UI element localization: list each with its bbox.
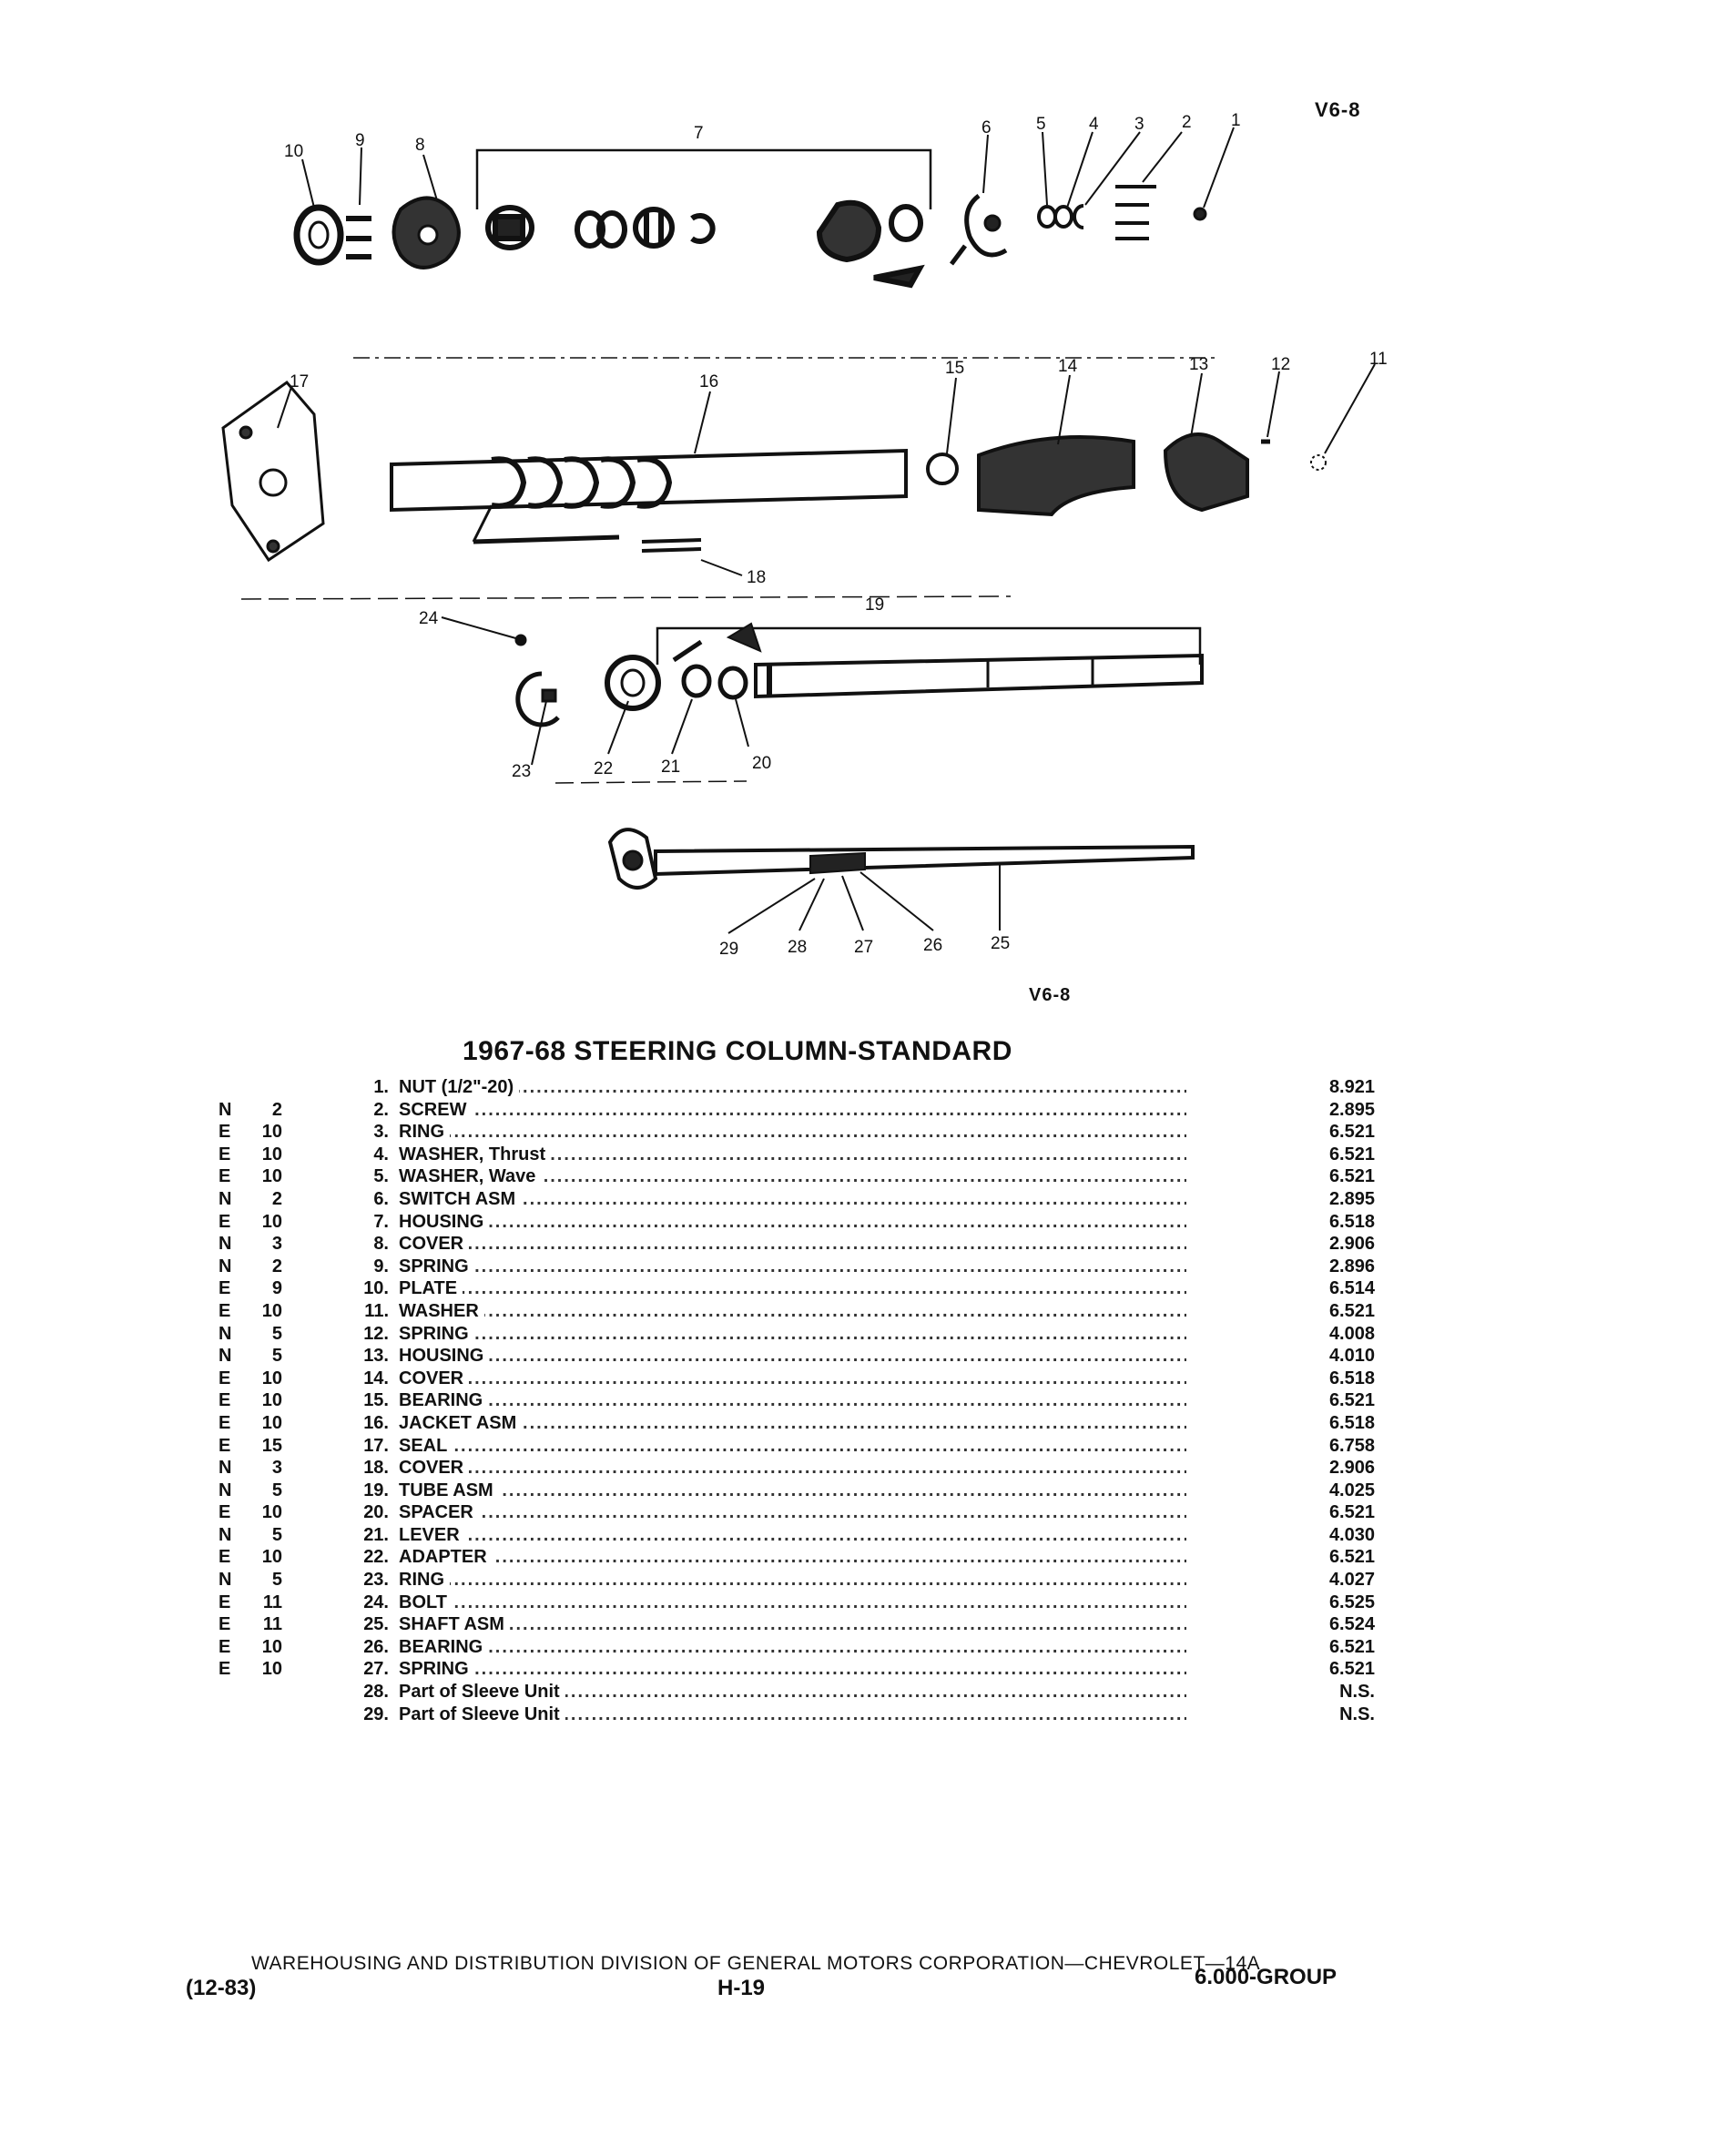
parts-row bbox=[219, 1256, 1375, 1278]
footer-page: H-19 bbox=[717, 1976, 766, 2000]
header-code: V6-8 bbox=[1315, 98, 1361, 121]
callout-9: 9 bbox=[355, 131, 365, 150]
callout-1: 1 bbox=[1231, 111, 1241, 130]
part-name: HOUSING bbox=[399, 1211, 489, 1234]
item-number: 3. bbox=[373, 1122, 389, 1143]
item-number: 6. bbox=[373, 1188, 389, 1209]
part-name: JACKET ASM bbox=[399, 1412, 522, 1435]
group-number: N.S. bbox=[1339, 1682, 1375, 1703]
quantity: 9 bbox=[271, 1278, 282, 1299]
item-number: 18. bbox=[363, 1458, 389, 1479]
leader-dots bbox=[399, 1368, 1186, 1390]
quantity: 5 bbox=[271, 1323, 282, 1344]
quantity: 10 bbox=[261, 1300, 282, 1321]
footer-date: (12-83) bbox=[186, 1976, 257, 2000]
parts-row bbox=[219, 1188, 1375, 1211]
usage-code: N bbox=[219, 1570, 232, 1591]
exploded-diagram bbox=[0, 0, 1719, 1020]
leader-dots bbox=[399, 1211, 1186, 1234]
item-number: 29. bbox=[363, 1703, 389, 1724]
leader-dots bbox=[399, 1613, 1186, 1636]
callout-21: 21 bbox=[661, 758, 681, 777]
quantity: 10 bbox=[261, 1122, 282, 1143]
part-name: SPACER bbox=[399, 1501, 479, 1524]
part-11-washer bbox=[1311, 455, 1326, 470]
item-number: 1. bbox=[373, 1077, 389, 1097]
parts-row bbox=[219, 1099, 1375, 1122]
part-2-screw bbox=[1115, 187, 1156, 239]
callout-26: 26 bbox=[923, 936, 943, 955]
group-number: 2.906 bbox=[1328, 1458, 1375, 1479]
parts-row bbox=[219, 1435, 1375, 1458]
leader-dots bbox=[399, 1636, 1186, 1659]
callout-22: 22 bbox=[594, 759, 614, 778]
quantity: 3 bbox=[271, 1234, 282, 1255]
parts-row bbox=[219, 1300, 1375, 1323]
item-number: 11. bbox=[364, 1300, 389, 1321]
leader-dots bbox=[399, 1345, 1186, 1368]
part-name: SPRING bbox=[399, 1256, 474, 1278]
parts-row bbox=[219, 1480, 1375, 1502]
item-number: 27. bbox=[363, 1659, 389, 1680]
usage-code: E bbox=[219, 1390, 231, 1411]
part-name: RING bbox=[399, 1569, 450, 1592]
part-name: SPRING bbox=[399, 1658, 474, 1681]
group-number: 4.008 bbox=[1328, 1323, 1375, 1344]
item-number: 28. bbox=[363, 1682, 389, 1703]
callout-25: 25 bbox=[991, 934, 1011, 953]
callout-13: 13 bbox=[1189, 355, 1209, 374]
usage-code: E bbox=[219, 1547, 231, 1568]
usage-code: N bbox=[219, 1099, 232, 1120]
parts-row bbox=[219, 1211, 1375, 1234]
parts-row bbox=[219, 1613, 1375, 1636]
usage-code: E bbox=[219, 1368, 231, 1388]
quantity: 5 bbox=[271, 1524, 282, 1545]
item-number: 4. bbox=[373, 1144, 389, 1164]
callout-3: 3 bbox=[1134, 115, 1144, 134]
leader-dots bbox=[399, 1524, 1186, 1547]
usage-code: E bbox=[219, 1122, 231, 1143]
callout-7: 7 bbox=[694, 124, 704, 143]
quantity: 5 bbox=[271, 1570, 282, 1591]
usage-code: E bbox=[219, 1592, 231, 1612]
part-name: COVER bbox=[399, 1233, 469, 1256]
part-19-tube bbox=[728, 624, 1202, 697]
callout-27: 27 bbox=[854, 938, 874, 957]
item-number: 9. bbox=[373, 1256, 389, 1276]
callout-2: 2 bbox=[1182, 113, 1192, 132]
part-20-spacer bbox=[720, 668, 746, 697]
centerline-4 bbox=[555, 781, 747, 783]
usage-code: E bbox=[219, 1435, 231, 1456]
part-name: BEARING bbox=[399, 1389, 488, 1412]
usage-code: E bbox=[219, 1211, 231, 1232]
callout-20: 20 bbox=[752, 754, 772, 773]
part-16-jacket bbox=[392, 451, 906, 542]
group-number: 6.518 bbox=[1328, 1412, 1375, 1433]
leader-dots bbox=[399, 1480, 1186, 1502]
part-13-housing bbox=[1165, 434, 1247, 510]
usage-code: E bbox=[219, 1300, 231, 1321]
part-name: ADAPTER bbox=[399, 1546, 493, 1569]
usage-code: N bbox=[219, 1323, 232, 1344]
parts-row bbox=[219, 1636, 1375, 1659]
parts-row bbox=[219, 1368, 1375, 1390]
group-number: 6.521 bbox=[1328, 1659, 1375, 1680]
usage-code: E bbox=[219, 1614, 231, 1635]
part-10-plate bbox=[297, 208, 341, 262]
group-number: 4.030 bbox=[1328, 1524, 1375, 1545]
leader-dots bbox=[399, 1457, 1186, 1480]
callout-24: 24 bbox=[419, 609, 439, 628]
leader-dots bbox=[399, 1592, 1186, 1614]
quantity: 10 bbox=[261, 1502, 282, 1523]
quantity: 10 bbox=[261, 1144, 282, 1164]
parts-row bbox=[219, 1277, 1375, 1300]
quantity: 10 bbox=[261, 1166, 282, 1187]
group-number: N.S. bbox=[1339, 1703, 1375, 1724]
quantity: 3 bbox=[271, 1458, 282, 1479]
parts-row bbox=[219, 1076, 1375, 1099]
quantity: 5 bbox=[271, 1346, 282, 1367]
part-25-shaft bbox=[610, 829, 1193, 888]
item-number: 19. bbox=[363, 1480, 389, 1500]
part-name: RING bbox=[399, 1121, 450, 1144]
quantity: 10 bbox=[261, 1659, 282, 1680]
callout-18: 18 bbox=[747, 568, 767, 587]
group-number: 6.518 bbox=[1328, 1368, 1375, 1388]
footer-group: 6.000-GROUP bbox=[1195, 1965, 1338, 1989]
parts-row bbox=[219, 1323, 1375, 1346]
parts-row bbox=[219, 1165, 1375, 1188]
item-number: 13. bbox=[363, 1346, 389, 1367]
parts-row bbox=[219, 1121, 1375, 1144]
part-8-cover bbox=[394, 198, 459, 268]
leader-dots bbox=[399, 1389, 1186, 1412]
callout-4: 4 bbox=[1089, 115, 1099, 134]
item-number: 14. bbox=[363, 1368, 389, 1388]
item-number: 22. bbox=[363, 1547, 389, 1568]
item-number: 16. bbox=[363, 1412, 389, 1433]
group-number: 6.521 bbox=[1328, 1390, 1375, 1411]
part-7-housing-components bbox=[488, 203, 921, 285]
quantity: 10 bbox=[261, 1390, 282, 1411]
leader-dots bbox=[399, 1658, 1186, 1681]
quantity: 10 bbox=[261, 1368, 282, 1388]
item-number: 21. bbox=[363, 1524, 389, 1545]
parts-row bbox=[219, 1658, 1375, 1681]
part-name: Part of Sleeve Unit bbox=[399, 1681, 565, 1703]
quantity: 10 bbox=[261, 1547, 282, 1568]
part-name: COVER bbox=[399, 1368, 469, 1390]
callout-10: 10 bbox=[284, 142, 304, 161]
quantity: 2 bbox=[271, 1256, 282, 1276]
leader-dots bbox=[399, 1501, 1186, 1524]
parts-row bbox=[219, 1345, 1375, 1368]
leader-dots bbox=[399, 1256, 1186, 1278]
callout-12: 12 bbox=[1271, 355, 1291, 374]
parts-list bbox=[219, 1076, 1375, 1725]
group-number: 2.896 bbox=[1328, 1256, 1375, 1276]
item-number: 15. bbox=[363, 1390, 389, 1411]
part-14-cover bbox=[979, 437, 1134, 514]
callout-14: 14 bbox=[1058, 357, 1078, 376]
leader-dots bbox=[399, 1569, 1186, 1592]
bracket-7 bbox=[477, 150, 931, 209]
group-number: 8.921 bbox=[1328, 1077, 1375, 1097]
item-number: 24. bbox=[363, 1592, 389, 1612]
quantity: 10 bbox=[261, 1211, 282, 1232]
group-number: 6.518 bbox=[1328, 1211, 1375, 1232]
usage-code: N bbox=[219, 1524, 232, 1545]
usage-code: E bbox=[219, 1659, 231, 1680]
quantity: 11 bbox=[262, 1592, 282, 1612]
callout-8: 8 bbox=[415, 136, 425, 155]
part-23-ring bbox=[518, 674, 558, 725]
usage-code: N bbox=[219, 1234, 232, 1255]
part-name: PLATE bbox=[399, 1277, 463, 1300]
group-number: 6.525 bbox=[1328, 1592, 1375, 1612]
leader-dots bbox=[399, 1277, 1186, 1300]
callout-17: 17 bbox=[290, 372, 310, 392]
leader-dots bbox=[399, 1435, 1186, 1458]
callout-19: 19 bbox=[865, 595, 885, 615]
part-9-spring bbox=[346, 219, 371, 257]
callout-29: 29 bbox=[719, 940, 739, 959]
part-21-lever bbox=[674, 642, 709, 696]
usage-code: N bbox=[219, 1256, 232, 1276]
parts-row bbox=[219, 1546, 1375, 1569]
part-name: WASHER bbox=[399, 1300, 484, 1323]
parts-row bbox=[219, 1703, 1375, 1726]
item-number: 20. bbox=[363, 1502, 389, 1523]
parts-row bbox=[219, 1389, 1375, 1412]
parts-row bbox=[219, 1681, 1375, 1703]
quantity: 15 bbox=[261, 1435, 282, 1456]
leader-dots bbox=[399, 1099, 1186, 1122]
page-title: 1967-68 STEERING COLUMN-STANDARD bbox=[463, 1036, 1012, 1066]
callout-11: 11 bbox=[1369, 350, 1388, 369]
part-15-bearing bbox=[928, 454, 957, 483]
part-name: TUBE ASM bbox=[399, 1480, 499, 1502]
quantity: 10 bbox=[261, 1636, 282, 1657]
item-number: 25. bbox=[363, 1614, 389, 1635]
part-name: SEAL bbox=[399, 1435, 453, 1458]
diagram-caption: V6-8 bbox=[1029, 985, 1072, 1005]
group-number: 6.524 bbox=[1328, 1614, 1375, 1635]
leader-dots bbox=[399, 1323, 1186, 1346]
group-number: 6.758 bbox=[1328, 1435, 1375, 1456]
part-5-4-3-washers bbox=[1039, 206, 1083, 228]
part-name: COVER bbox=[399, 1457, 469, 1480]
item-number: 17. bbox=[363, 1435, 389, 1456]
callout-28: 28 bbox=[788, 938, 808, 957]
quantity: 2 bbox=[271, 1099, 282, 1120]
usage-code: E bbox=[219, 1166, 231, 1187]
group-number: 6.514 bbox=[1328, 1278, 1375, 1299]
part-1-nut bbox=[1195, 208, 1205, 219]
quantity: 11 bbox=[262, 1614, 282, 1635]
leader-dots bbox=[399, 1300, 1186, 1323]
item-number: 8. bbox=[373, 1234, 389, 1255]
footer-division: WAREHOUSING AND DISTRIBUTION DIVISION OF GENERAL MOTORS CORPORATION—CHEVROLET—14A bbox=[251, 1953, 1261, 1974]
centerline-3 bbox=[241, 596, 1011, 599]
part-24-bolt bbox=[442, 617, 525, 645]
usage-code: N bbox=[219, 1188, 232, 1209]
part-name: WASHER, Thrust bbox=[399, 1144, 551, 1166]
part-name: SWITCH ASM bbox=[399, 1188, 521, 1211]
parts-row bbox=[219, 1412, 1375, 1435]
part-name: SCREW bbox=[399, 1099, 472, 1122]
group-number: 6.521 bbox=[1328, 1166, 1375, 1187]
group-number: 2.906 bbox=[1328, 1234, 1375, 1255]
parts-row bbox=[219, 1592, 1375, 1614]
parts-row bbox=[219, 1501, 1375, 1524]
parts-row bbox=[219, 1569, 1375, 1592]
group-number: 6.521 bbox=[1328, 1547, 1375, 1568]
item-number: 23. bbox=[363, 1570, 389, 1591]
part-18-cover bbox=[642, 540, 701, 551]
usage-code: E bbox=[219, 1636, 231, 1657]
usage-code: N bbox=[219, 1480, 232, 1500]
part-6-switch bbox=[951, 196, 1006, 264]
group-number: 6.521 bbox=[1328, 1636, 1375, 1657]
group-number: 6.521 bbox=[1328, 1502, 1375, 1523]
parts-row bbox=[219, 1233, 1375, 1256]
quantity: 10 bbox=[261, 1412, 282, 1433]
group-number: 2.895 bbox=[1328, 1099, 1375, 1120]
usage-code: E bbox=[219, 1144, 231, 1164]
usage-code: E bbox=[219, 1502, 231, 1523]
part-name: HOUSING bbox=[399, 1345, 489, 1368]
quantity: 2 bbox=[271, 1188, 282, 1209]
leader-dots bbox=[399, 1233, 1186, 1256]
parts-row bbox=[219, 1457, 1375, 1480]
callout-6: 6 bbox=[982, 118, 992, 137]
group-number: 4.010 bbox=[1328, 1346, 1375, 1367]
part-name: WASHER, Wave bbox=[399, 1165, 541, 1188]
part-name: BOLT bbox=[399, 1592, 453, 1614]
callout-16: 16 bbox=[699, 372, 719, 392]
item-number: 2. bbox=[373, 1099, 389, 1120]
part-name: Part of Sleeve Unit bbox=[399, 1703, 565, 1726]
group-number: 6.521 bbox=[1328, 1122, 1375, 1143]
part-name: NUT (1/2"-20) bbox=[399, 1076, 519, 1099]
usage-code: N bbox=[219, 1458, 232, 1479]
parts-row bbox=[219, 1144, 1375, 1166]
quantity: 5 bbox=[271, 1480, 282, 1500]
group-number: 2.895 bbox=[1328, 1188, 1375, 1209]
usage-code: N bbox=[219, 1346, 232, 1367]
usage-code: E bbox=[219, 1278, 231, 1299]
leader-dots bbox=[399, 1546, 1186, 1569]
group-number: 6.521 bbox=[1328, 1144, 1375, 1164]
item-number: 10. bbox=[363, 1278, 389, 1299]
item-number: 7. bbox=[373, 1211, 389, 1232]
part-name: SPRING bbox=[399, 1323, 474, 1346]
part-name: BEARING bbox=[399, 1636, 488, 1659]
part-name: LEVER bbox=[399, 1524, 465, 1547]
item-number: 12. bbox=[363, 1323, 389, 1344]
parts-row bbox=[219, 1524, 1375, 1547]
part-22-adapter bbox=[607, 657, 658, 708]
group-number: 6.521 bbox=[1328, 1300, 1375, 1321]
callout-5: 5 bbox=[1036, 115, 1046, 134]
item-number: 5. bbox=[373, 1166, 389, 1187]
item-number: 26. bbox=[363, 1636, 389, 1657]
part-17-seal bbox=[223, 382, 323, 560]
leader-dots bbox=[399, 1121, 1186, 1144]
usage-code: E bbox=[219, 1412, 231, 1433]
callout-23: 23 bbox=[512, 762, 532, 781]
group-number: 4.025 bbox=[1328, 1480, 1375, 1500]
group-number: 4.027 bbox=[1328, 1570, 1375, 1591]
callout-15: 15 bbox=[945, 359, 965, 378]
part-name: SHAFT ASM bbox=[399, 1613, 510, 1636]
